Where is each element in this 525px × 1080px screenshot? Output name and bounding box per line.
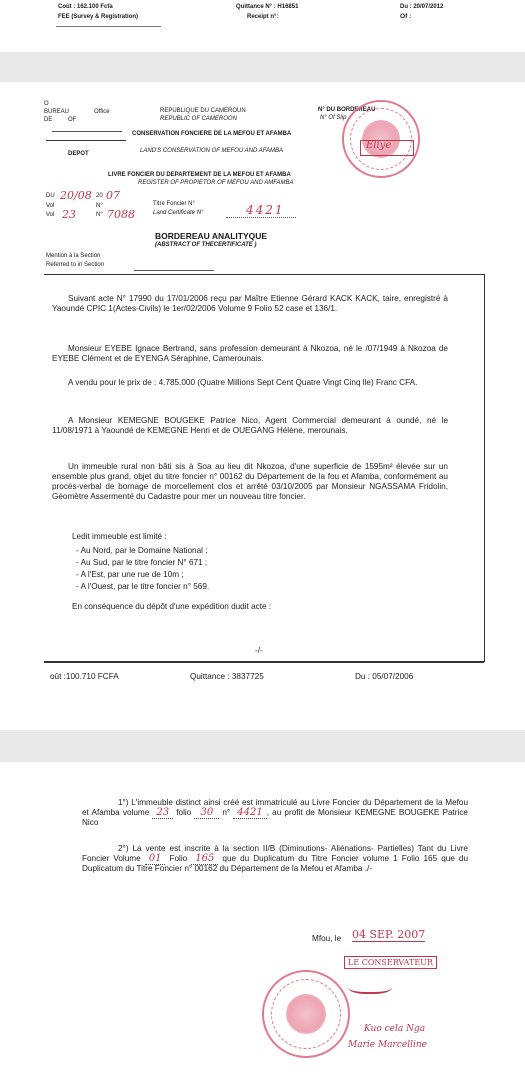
fee-header: FEE (Survey & Registration)	[58, 14, 139, 20]
place-label: Mfou, le	[312, 934, 342, 943]
titre-handwritten: 4421	[246, 203, 285, 217]
mention-label: Mention à la Section	[46, 253, 101, 259]
paragraph: Monsieur EYEBE Ignace Bertrand, sans profession demeurant à Nkozoa, né le /07/1949 à Nkozoa de EYEBE Clément et de EYENGA Séraphine, Camerounais.	[52, 344, 448, 363]
paragraph-2: 2°) La vente est inscrite à la section II/B (Diminutions- Aliénations- Partielles) Tant du Livre Foncier Volume 01 Folio 165 que du Duplicatum du Titre Foncier volume 1 Folio 165 que du Duplicatum du Titre Foncier n° 00162 du Département de la Mefou et Afamba ./-	[82, 844, 469, 873]
office-of: OF	[68, 117, 77, 123]
paragraph: A Monsieur KEMEGNE BOUGEKE Patrice Nico, Agent Commercial demeurant à oundé, né le 11/08/1971 à Yaoundé de KEMEGNE Henri et de OUEGANG Hélène, merounais.	[52, 416, 448, 435]
receipt-header: Receipt n°:	[247, 14, 279, 20]
vol-label-2: Vol	[46, 212, 55, 218]
bureau-label: O	[44, 101, 49, 107]
n-label: N°	[96, 203, 103, 209]
conservateur-stamp: LE CONSERVATEUR	[344, 956, 437, 969]
limite-item: - A l'Ouest, par le titre foncier n° 569.	[76, 582, 210, 591]
office-label: Office	[94, 109, 110, 115]
bureau-de: DE	[44, 117, 53, 123]
bordereau-title: BORDEREAU ANALITYQUE	[155, 231, 268, 241]
divider	[46, 140, 126, 141]
divider	[134, 270, 214, 271]
du-header: Du : 20/07/2012	[400, 4, 444, 10]
bordereau-en: N° Of Slip	[320, 115, 347, 121]
divider	[44, 662, 484, 663]
depot-label: DEPOT	[68, 151, 89, 157]
dash-mark: -/-	[255, 646, 263, 655]
signature-name: Kuo cela Nga	[364, 1024, 426, 1034]
abstract-page	[0, 82, 525, 730]
livre-fr: LIVRE FONCIER DU DEPARTEMENT DE LA MEFOU ET AFAMBA	[108, 172, 291, 178]
n-label-2: N°	[96, 212, 103, 218]
limite-item: - Au Nord, par le Domaine National ;	[76, 546, 208, 555]
vol-handwritten: 23	[62, 208, 76, 221]
conservation-en: LAND'S CONSERVATION OF MEFOU AND AFAMBA	[140, 148, 283, 154]
quittance-header: Quittance N° : H16851	[236, 4, 299, 10]
conservation-fr: CONSERVATION FONCIERE DE LA MEFOU ET AFAMBA	[132, 131, 292, 137]
bordereau-no: N° DU BORDEREAU	[318, 107, 376, 113]
certificate-label: Land Certificate N°	[153, 210, 204, 216]
cout-value: oût :100.710 FCFA	[50, 672, 119, 681]
official-seal	[262, 970, 350, 1058]
limite-item: - Au Sud, par le titre foncier N° 671 ;	[76, 558, 208, 567]
signature-scribble	[348, 978, 392, 994]
year-handwritten: 07	[106, 189, 120, 202]
year-prefix: 20	[96, 193, 103, 199]
paragraph: Un immeuble rural non bâti sis à Soa au lieu dit Nkozoa, d'une superficie de 1595m² élevée sur un ensemble plus grand, objet du titre foncier n° 00162 du Département de la fou et Afamba, conformément au procès-verbal de bornage de morcellement clos et arrêté 03/10/2005 par Monsieur NGASSAMA Fridolin, Géomètre Assermenté du Cadastre pour mer un nouveau titre foncier.	[52, 462, 448, 501]
official-seal	[342, 100, 420, 178]
n-handwritten: 7088	[107, 208, 135, 221]
paragraph: Suivant acte N° 17990 du 17/01/2006 reçu par Maître Etienne Gérard KACK KACK, taire, enregistré à Yaoundé CPIC 1(Actes-Civils) le 1er/02/2006 Volume 9 Folio 52 case et 136/1.	[52, 294, 448, 313]
republic-fr: REPUBLIQUE DU CAMEROUN	[160, 108, 246, 114]
of-header: Of :	[400, 13, 412, 20]
paragraph-1: 1°) L'immeuble distinct ainsi créé est immatriculé au Livre Foncier du Département de la Mefou et Afamba volume 23 folio 30 n° 4421 , au profit de Monsieur KEMEGNE BOUGEKE Patrice Nico	[82, 798, 468, 827]
bureau-label: BUREAU	[44, 109, 70, 115]
du-label: DU	[46, 193, 55, 199]
signature-name: Marie Marcelline	[348, 1040, 427, 1050]
limite-item: - A l'Est, par une rue de 10m ;	[76, 570, 184, 579]
titre-label: Titre Foncier N°	[153, 201, 195, 207]
bordereau-subtitle: (ABSTRACT OF THECERTIFICATE )	[155, 242, 257, 248]
referred-label: Referred to in Section	[46, 262, 105, 268]
vol-label: Vol	[46, 203, 55, 209]
quittance-value: Quittance : 3837725	[190, 672, 264, 681]
limite-title: Ledit immeuble est limité :	[72, 532, 167, 541]
cout-header: Coût : 162.100 Fcfa	[58, 4, 113, 10]
date-stamp: 04 SEP. 2007	[352, 928, 426, 941]
header-strip	[0, 0, 525, 52]
consequence-text: En conséquence du dépôt d'une expédition dudit acte :	[72, 602, 272, 611]
stamp-signature: Eliye	[366, 140, 392, 151]
paragraph: A vendu pour le prix de : 4.785.000 (Quatre Millions Sept Cent Quatre Vingt Cinq lle) Franc CFA.	[68, 378, 418, 387]
divider	[226, 217, 296, 218]
du-date-value: Du : 05/07/2006	[355, 672, 414, 681]
registration-page	[0, 762, 525, 1080]
date-handwritten: 20/08	[60, 189, 92, 202]
divider	[56, 26, 161, 27]
divider	[52, 131, 122, 132]
republic-en: REPUBLIC OF CAMEROON	[160, 116, 237, 122]
livre-en: REGISTER OF PROPIETOR OF MEFOU AND AMFAMBA	[138, 180, 294, 186]
